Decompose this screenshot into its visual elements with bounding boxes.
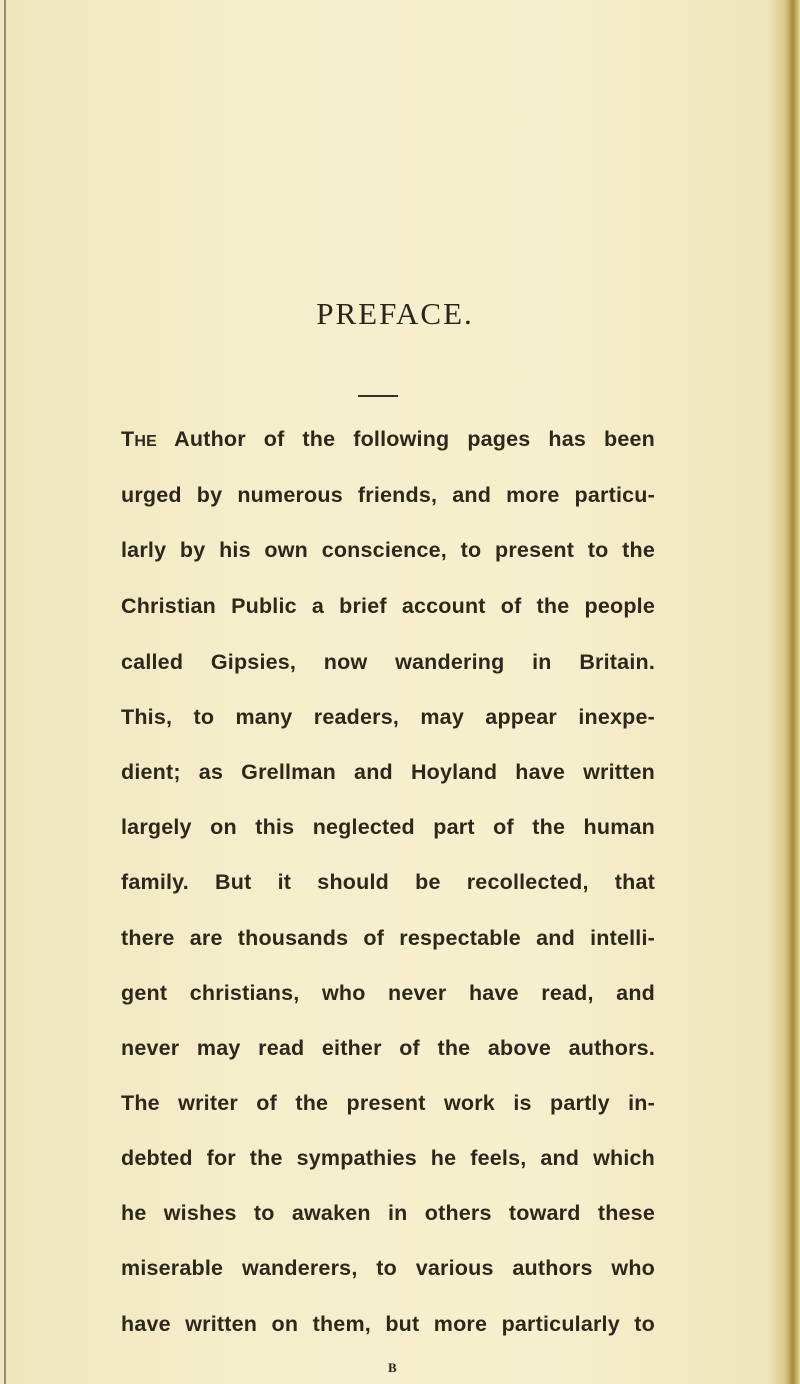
- text-line: dient; as Grellman and Hoyland have written: [121, 760, 655, 784]
- text-line: Christian Public a brief account of the people: [121, 594, 655, 618]
- text-line: largely on this neglected part of the human: [121, 815, 655, 839]
- signature-mark: B: [388, 1360, 397, 1375]
- text-line: called Gipsies, now wandering in Britain.: [121, 650, 655, 674]
- page-title: PREFACE.: [316, 296, 474, 331]
- text-line: have written on them, but more particularly to: [121, 1312, 655, 1336]
- text-line: family. But it should be recollected, that: [121, 870, 655, 894]
- text-line: larly by his own conscience, to present to the: [121, 538, 655, 562]
- text-line: debted for the sympathies he feels, and which: [121, 1146, 655, 1170]
- text-line: [121, 427, 655, 452]
- title-rule: [358, 395, 398, 397]
- initial: T: [121, 427, 135, 451]
- page-edge-right: [786, 0, 800, 1384]
- page-edge-left: [4, 0, 6, 1384]
- text-line: miserable wanderers, to various authors who: [121, 1256, 655, 1280]
- text-line: urged by numerous friends, and more particu-: [121, 483, 655, 507]
- text-line: he wishes to awaken in others toward these: [121, 1201, 655, 1225]
- text-line: This, to many readers, may appear inexpe-: [121, 705, 655, 729]
- line-text: Author of the following pages has been: [174, 427, 655, 451]
- text-line: The writer of the present work is partly in-: [121, 1091, 655, 1115]
- small-caps: HE: [134, 433, 157, 450]
- text-line: there are thousands of respectable and intelli-: [121, 926, 655, 950]
- text-line: gent christians, who never have read, and: [121, 981, 655, 1005]
- text-line: never may read either of the above authors.: [121, 1036, 655, 1060]
